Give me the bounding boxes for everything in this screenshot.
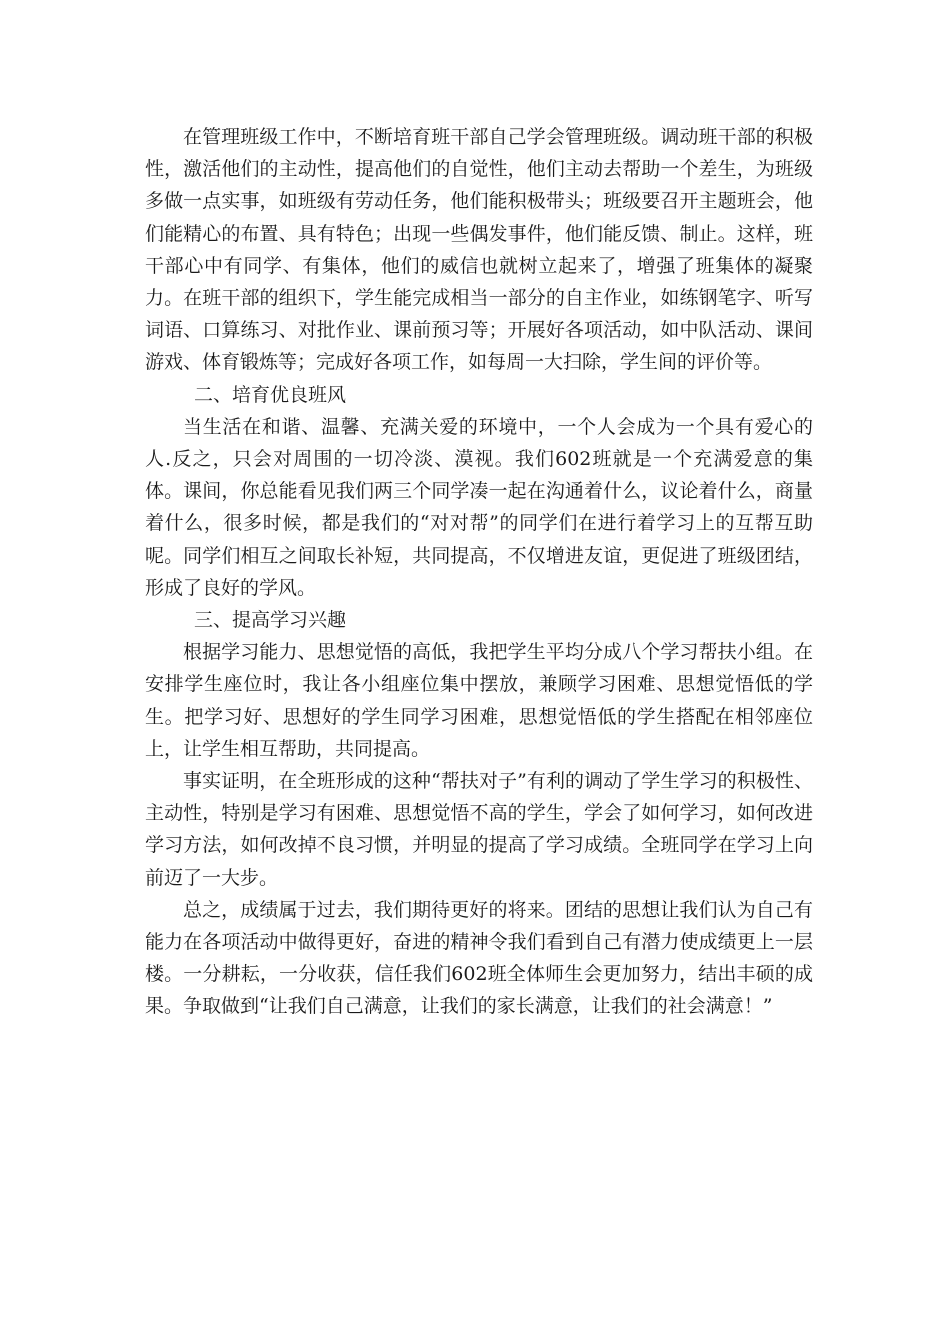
document-page (145, 121, 813, 1023)
paragraph-conclusion: 总之，成绩属于过去，我们期待更好的将来。团结的思想让我们认为自己有能力在各项活动中做得更好，奋进的精神令我们看到自己有潜力使成绩更上一层楼。一分耕耘，一分收获，信任我们602班全体师生会更加努力，结出丰硕的成果。争取做到“让我们自己满意，让我们的家长满意，让我们的社会满意！” (145, 898, 813, 1018)
paragraph-class-management: 在管理班级工作中，不断培育班干部自己学会管理班级。调动班干部的积极性，激活他们的主动性，提高他们的自觉性，他们主动去帮助一个差生，为班级多做一点实事，如班级有劳动任务，他们能积极带头；班级要召开主题班会，他们能精心的布置、具有特色；出现一些偶发事件，他们能反馈、制止。这样，班干部心中有同学、有集体，他们的威信也就树立起来了，增强了班集体的凝聚力。在班干部的组织下，学生能完成相当一部分的自主作业，如练钢笔字、听写词语、口算练习、对批作业、课前预习等；开展好各项活动，如中队活动、课间游戏、体育锻炼等；完成好各项工作，如每周一大扫除，学生间的评价等。 (145, 126, 813, 374)
paragraph-results: 事实证明，在全班形成的这种“帮扶对子”有利的调动了学生学习的积极性、主动性，特别是学习有困难、思想觉悟不高的学生，学会了如何学习，如何改进学习方法，如何改掉不良习惯，并明显的提高了学习成绩。全班同学在学习上向前迈了一大步。 (145, 770, 813, 889)
section-heading-class-spirit: 二、培育优良班风 (194, 383, 347, 406)
paragraph-class-spirit: 当生活在和谐、温馨、充满关爱的环境中，一个人会成为一个具有爱心的人.反之，只会对周围的一切冷淡、漠视。我们602班就是一个充满爱意的集体。课间，你总能看见我们两三个同学凑一起在沟通着什么，议论着什么，商量着什么，很多时候，都是我们的“对对帮”的同学们在进行着学习上的互帮互助呢。同学们相互之间取长补短，共同提高，不仅增进友谊，更促进了班级团结，形成了良好的学风。 (145, 415, 813, 599)
paragraph-study-groups: 根据学习能力、思想觉悟的高低，我把学生平均分成八个学习帮扶小组。在安排学生座位时，我让各小组座位集中摆放，兼顾学习困难、思想觉悟低的学生。把学习好、思想好的学生同学习困难，思想觉悟低的学生搭配在相邻座位上，让学生相互帮助，共同提高。 (145, 641, 813, 760)
section-heading-learning-interest: 三、提高学习兴趣 (194, 609, 347, 632)
